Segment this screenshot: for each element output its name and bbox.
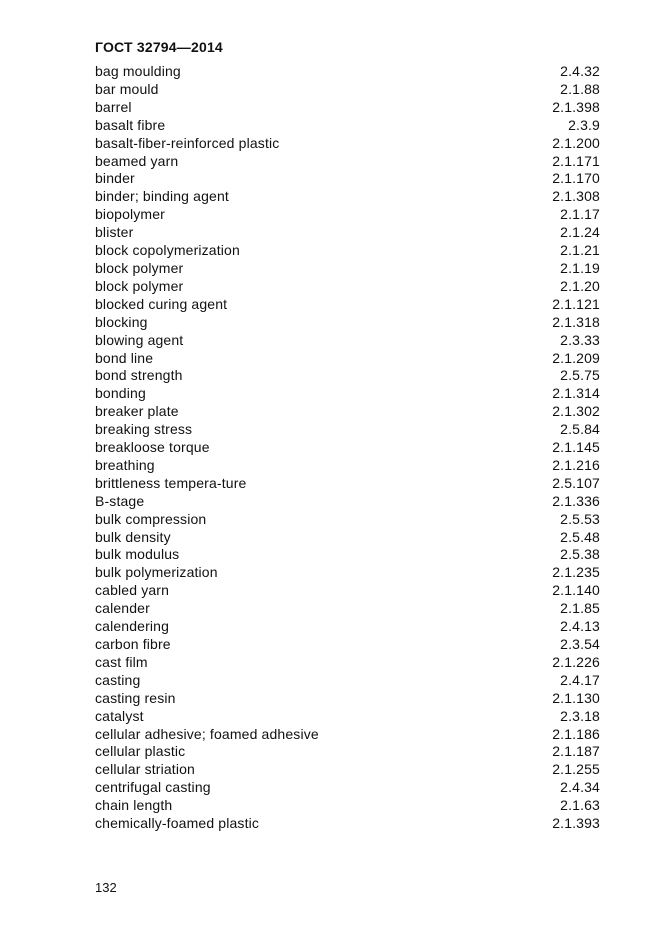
- index-reference-number: 2.1.170: [552, 170, 600, 187]
- index-term: block copolymerization: [95, 242, 240, 259]
- index-entry: [95, 779, 600, 797]
- index-reference-number: 2.4.17: [560, 671, 600, 688]
- index-reference-number: 2.5.53: [560, 510, 600, 527]
- index-entry: [95, 457, 600, 475]
- index-term: binder: [95, 170, 135, 187]
- index-entry: [95, 206, 600, 224]
- index-term: blocking: [95, 313, 148, 330]
- index-term: beamed yarn: [95, 152, 179, 169]
- index-term: casting resin: [95, 689, 176, 706]
- index-term: bulk modulus: [95, 546, 180, 563]
- index-entry: [95, 761, 600, 779]
- index-reference-number: 2.5.84: [560, 421, 600, 438]
- index-term: breakloose torque: [95, 439, 210, 456]
- index-term: breaker plate: [95, 403, 179, 420]
- index-reference-number: 2.1.318: [552, 313, 600, 330]
- index-entry: [95, 153, 600, 171]
- index-reference-number: 2.5.38: [560, 546, 600, 563]
- index-reference-number: 2.1.398: [552, 98, 600, 115]
- index-reference-number: 2.5.107: [552, 474, 600, 491]
- index-reference-number: 2.1.216: [552, 456, 600, 473]
- index-term: bulk polymerization: [95, 564, 218, 581]
- index-term: cabled yarn: [95, 582, 170, 599]
- index-reference-number: 2.5.48: [560, 528, 600, 545]
- index-entry: [95, 743, 600, 761]
- index-reference-number: 2.5.75: [560, 367, 600, 384]
- index-entry: [95, 403, 600, 421]
- index-term: breathing: [95, 456, 155, 473]
- index-entry: [95, 260, 600, 278]
- index-reference-number: 2.1.186: [552, 725, 600, 742]
- index-term: brittleness tempera-ture: [95, 474, 247, 491]
- index-term: binder; binding agent: [95, 188, 229, 205]
- index-entry: [95, 797, 600, 815]
- index-entry: [95, 564, 600, 582]
- index-entry: [95, 350, 600, 368]
- index-reference-number: 2.1.24: [560, 224, 600, 241]
- index-term: centrifugal casting: [95, 779, 211, 796]
- index-term: chemically-foamed plastic: [95, 815, 260, 832]
- term-index-list: [95, 63, 600, 833]
- index-term: calendering: [95, 618, 170, 635]
- index-term: carbon fibre: [95, 636, 171, 652]
- index-term: blocked curing agent: [95, 295, 228, 312]
- index-reference-number: 2.1.314: [552, 385, 600, 402]
- index-entry: [95, 511, 600, 529]
- index-entry: [95, 385, 600, 403]
- index-reference-number: 2.1.255: [552, 761, 600, 778]
- index-reference-number: 2.1.209: [552, 349, 600, 366]
- index-reference-number: 2.1.17: [560, 206, 600, 223]
- index-entry: [95, 529, 600, 547]
- index-term: cellular adhesive; foamed adhesive: [95, 725, 319, 742]
- index-reference-number: 2.1.21: [560, 242, 600, 259]
- index-reference-number: 2.1.336: [552, 492, 600, 509]
- index-term: bond strength: [95, 367, 183, 384]
- index-entry: [95, 81, 600, 99]
- index-entry: [95, 618, 600, 636]
- index-term: catalyst: [95, 707, 144, 724]
- index-entry: [95, 690, 600, 708]
- index-entry: [95, 117, 600, 135]
- index-term: bulk compression: [95, 510, 207, 527]
- index-reference-number: 2.1.63: [560, 797, 600, 814]
- index-reference-number: 2.1.85: [560, 600, 600, 617]
- index-term: B-stage: [95, 492, 145, 509]
- index-term: bond line: [95, 349, 154, 366]
- index-entry: [95, 815, 600, 833]
- index-term: breaking stress: [95, 421, 193, 438]
- page-header: ГОСТ 32794—2014: [95, 39, 223, 55]
- index-entry: [95, 278, 600, 296]
- index-term: basalt-fiber-reinforced plastic: [95, 134, 280, 151]
- index-reference-number: 2.1.121: [552, 295, 600, 312]
- index-reference-number: 2.1.88: [560, 80, 600, 97]
- index-entry: [95, 600, 600, 618]
- index-entry: [95, 296, 600, 314]
- index-term: block polymer: [95, 277, 184, 294]
- index-term: block polymer: [95, 259, 184, 276]
- index-term: biopolymer: [95, 206, 165, 223]
- index-entry: [95, 314, 600, 332]
- index-term: bonding: [95, 385, 146, 402]
- index-entry: [95, 332, 600, 350]
- index-entry: [95, 475, 600, 493]
- index-entry: [95, 242, 600, 260]
- index-term: cellular plastic: [95, 743, 186, 760]
- index-entry: [95, 224, 600, 242]
- index-reference-number: 2.1.145: [552, 439, 600, 456]
- index-entry: [95, 367, 600, 385]
- index-term: blister: [95, 224, 134, 241]
- index-term: bag moulding: [95, 63, 181, 79]
- index-reference-number: 2.1.171: [552, 152, 600, 169]
- index-reference-number: 2.1.226: [552, 653, 600, 670]
- index-reference-number: 2.3.54: [560, 636, 600, 652]
- index-term: barrel: [95, 98, 132, 115]
- index-entry: [95, 582, 600, 600]
- index-entry: [95, 708, 600, 726]
- index-entry: [95, 99, 600, 117]
- index-entry: [95, 188, 600, 206]
- index-reference-number: 2.1.130: [552, 689, 600, 706]
- index-reference-number: 2.4.34: [560, 779, 600, 796]
- index-reference-number: 2.4.32: [560, 63, 600, 79]
- index-entry: [95, 170, 600, 188]
- index-term: cellular striation: [95, 761, 195, 778]
- index-entry: [95, 63, 600, 81]
- page-number: 132: [95, 880, 117, 895]
- index-term: chain length: [95, 797, 173, 814]
- index-entry: [95, 439, 600, 457]
- index-entry: [95, 493, 600, 511]
- index-entry: [95, 546, 600, 564]
- index-reference-number: 2.3.18: [560, 707, 600, 724]
- index-reference-number: 2.3.33: [560, 331, 600, 348]
- index-reference-number: 2.1.302: [552, 403, 600, 420]
- index-term: calender: [95, 600, 150, 617]
- index-reference-number: 2.1.20: [560, 277, 600, 294]
- index-entry: [95, 654, 600, 672]
- index-term: casting: [95, 671, 141, 688]
- index-reference-number: 2.1.140: [552, 582, 600, 599]
- index-reference-number: 2.4.13: [560, 618, 600, 635]
- index-reference-number: 2.1.200: [552, 134, 600, 151]
- index-reference-number: 2.3.9: [568, 116, 600, 133]
- index-term: cast film: [95, 653, 148, 670]
- index-entry: [95, 726, 600, 744]
- index-term: basalt fibre: [95, 116, 166, 133]
- index-entry: [95, 135, 600, 153]
- index-reference-number: 2.1.19: [560, 259, 600, 276]
- index-reference-number: 2.1.187: [552, 743, 600, 760]
- index-entry: [95, 421, 600, 439]
- index-reference-number: 2.1.235: [552, 564, 600, 581]
- index-term: blowing agent: [95, 331, 184, 348]
- index-term: bulk density: [95, 528, 171, 545]
- index-reference-number: 2.1.308: [552, 188, 600, 205]
- index-term: bar mould: [95, 80, 159, 97]
- index-reference-number: 2.1.393: [552, 815, 600, 832]
- index-entry: [95, 636, 600, 654]
- index-entry: [95, 672, 600, 690]
